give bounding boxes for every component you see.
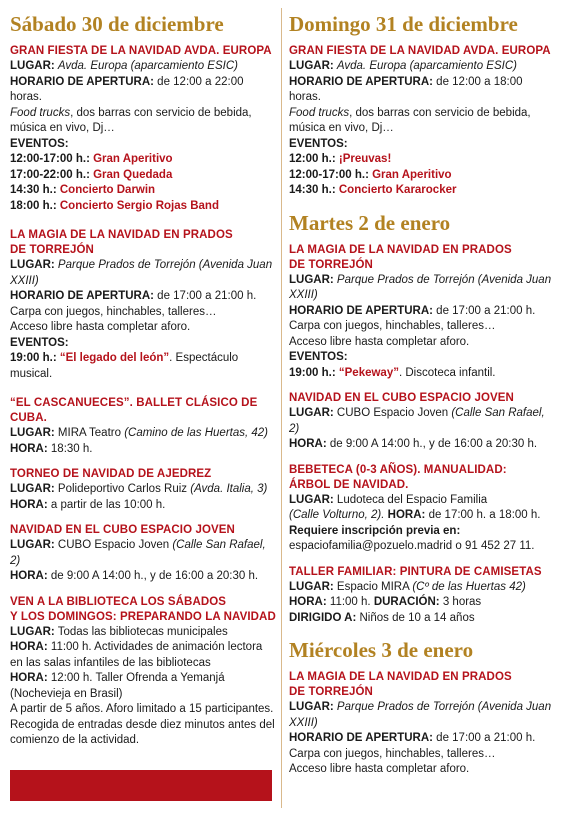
event-item: 18:00 h.: Concierto Sergio Rojas Band <box>10 199 219 212</box>
column-divider <box>281 8 282 808</box>
day-heading-sunday: Domingo 31 de diciembre <box>289 12 518 36</box>
event-bebeteca: BEBETECA (0-3 AÑOS). MANUALIDAD: ÁRBOL DE NAVIDAD. LUGAR: Ludoteca del Espacio Familia (Calle Volturno, 2). HORA: de 17:00 h. a 18:00 h. Requiere inscripción previa en: espaciofamilia@pozuelo.madrid o 91 452 27 11. <box>289 463 555 555</box>
event-item: 17:00-22:00 h.: Gran Quedada <box>10 168 173 181</box>
event-magia-prados-sat: LA MAGIA DE LA NAVIDAD EN PRADOS DE TORREJÓN LUGAR: Parque Prados de Torrejón (Avenida Juan XXIII) HORARIO DE APERTURA: de 17:00 a 21:00 h. Carpa con juegos, hinchables, talleres… Acceso libre hasta completar aforo. EVENTOS: 19:00 h.: “El legado del león”. Espectáculo musical. <box>10 229 273 380</box>
event-title: GRAN FIESTA DE LA NAVIDAD AVDA. EUROPA <box>10 45 272 57</box>
event-cubo-joven-tue: NAVIDAD EN EL CUBO ESPACIO JOVEN LUGAR: CUBO Espacio Joven (Calle San Rafael, 2) HORA: de 9:00 A 14:00 h., y de 16:00 a 20:30 h. <box>289 392 545 450</box>
event-cascanueces: “EL CASCANUECES”. BALLET CLÁSICO DE CUBA. LUGAR: MIRA Teatro (Camino de las Huertas, 42) HORA: 18:30 h. <box>10 397 268 455</box>
event-cubo-joven-sat: NAVIDAD EN EL CUBO ESPACIO JOVEN LUGAR: CUBO Espacio Joven (Calle San Rafael, 2) HORA: de 9:00 A 14:00 h., y de 16:00 a 20:30 h. <box>10 524 266 582</box>
event-biblioteca: VEN A LA BIBLIOTECA LOS SÁBADOS Y LOS DOMINGOS: PREPARANDO LA NAVIDAD LUGAR: Todas las bibliotecas municipales HORA: 11:00 h. Actividades de animación lectora en las salas infantiles de las bibliotecas HORA: 12:00 h. Taller Ofrenda a Yemanjá (Nochevieja en Brasil) A partir de 5 años. Aforo limitado a 15 participantes. Recogida de entradas desde diez minutos antes del comienzo de la actividad. <box>10 595 276 746</box>
day-heading-tuesday: Martes 2 de enero <box>289 210 451 235</box>
right-column <box>289 0 555 788</box>
event-gran-fiesta-sun: GRAN FIESTA DE LA NAVIDAD AVDA. EUROPA LUGAR: Avda. Europa (aparcamiento ESIC) HORARIO DE APERTURA: de 12:00 a 18:00 horas. Food trucks, dos barras con servicio de bebida, música en vivo, Dj… EVENTOS: 12:00 h.: ¡Preuvas! 12:00-17:00 h.: Gran Aperitivo 14:30 h.: Concierto Kararocker <box>289 44 555 199</box>
day-heading-saturday: Sábado 30 de diciembre <box>10 12 224 36</box>
event-gran-fiesta-sat: GRAN FIESTA DE LA NAVIDAD AVDA. EUROPA LUGAR: Avda. Europa (aparcamiento ESIC) HORARIO DE APERTURA: de 12:00 a 22:00 horas. Food trucks, dos barras con servicio de bebida, música en vivo, Dj… EVENTOS: 12:00-17:00 h.: Gran Aperitivo 17:00-22:00 h.: Gran Quedada 14:30 h.: Concierto Darwin 18:00 h.: Concierto Sergio Rojas Band <box>10 44 278 214</box>
event-ajedrez: TORNEO DE NAVIDAD DE AJEDREZ LUGAR: Polideportivo Carlos Ruiz (Avda. Italia, 3) HORA: a partir de las 10:00 h. <box>10 468 268 511</box>
event-item: 12:00 h.: ¡Preuvas! <box>289 153 392 165</box>
event-item: 12:00-17:00 h.: Gran Aperitivo <box>10 153 173 165</box>
event-magia-prados-wed: LA MAGIA DE LA NAVIDAD EN PRADOS DE TORREJÓN LUGAR: Parque Prados de Torrejón (Avenida Juan XXIII) HORARIO DE APERTURA: de 17:00 a 21:00 h. Carpa con juegos, hinchables, talleres… Acceso libre hasta completar aforo. <box>289 671 552 775</box>
contact-info: espaciofamilia@pozuelo.madrid o 91 452 27 11. <box>289 540 535 552</box>
event-item: 14:30 h.: Concierto Darwin <box>10 184 156 196</box>
event-magia-prados-tue: LA MAGIA DE LA NAVIDAD EN PRADOS DE TORREJÓN LUGAR: Parque Prados de Torrejón (Avenida Juan XXIII) HORARIO DE APERTURA: de 17:00 a 21:00 h. Carpa con juegos, hinchables, talleres… Acceso libre hasta completar aforo. EVENTOS: 19:00 h.: “Pekeway”. Discoteca infantil. <box>289 243 552 379</box>
decorative-red-bar <box>10 770 272 801</box>
left-column <box>10 0 278 759</box>
event-item: 14:30 h.: Concierto Kararocker <box>289 184 457 196</box>
event-taller-camisetas: TALLER FAMILIAR: PINTURA DE CAMISETAS LUGAR: Espacio MIRA (Cº de las Huertas 42) HORA: 11:00 h. DURACIÓN: 3 horas DIRIGIDO A: Niños de 10 a 14 años <box>289 565 542 624</box>
day-heading-wednesday: Miércoles 3 de enero <box>289 638 474 662</box>
event-item: 12:00-17:00 h.: Gran Aperitivo <box>289 168 452 181</box>
